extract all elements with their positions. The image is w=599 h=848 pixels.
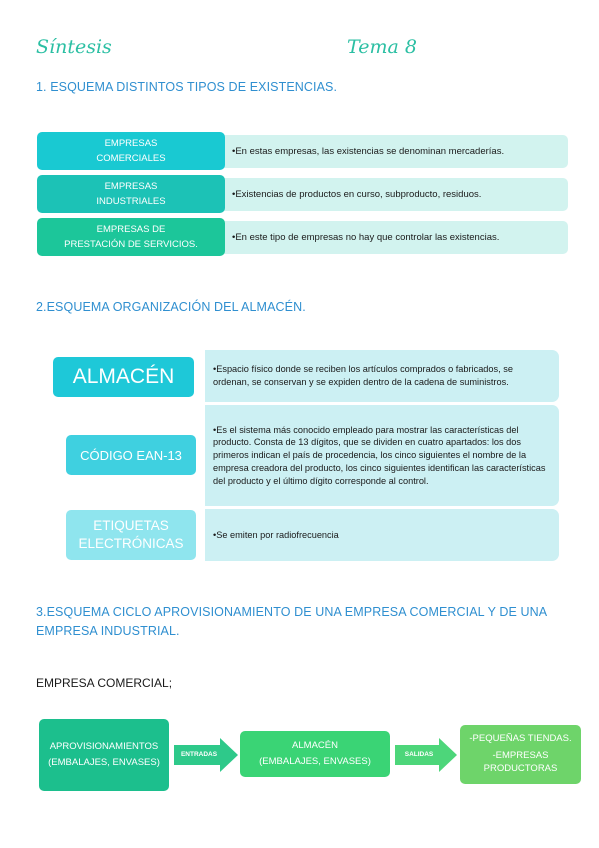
section2-desc-2 bbox=[205, 509, 559, 561]
section1-desc-text: • En este tipo de empresas no hay que controlar las existencias. bbox=[232, 232, 499, 243]
flow-box-line: ALMACÉN bbox=[292, 739, 338, 751]
section3-title bbox=[36, 603, 547, 641]
flow-box-line: (EMBALAJES, ENVASES) bbox=[259, 756, 371, 767]
flow-box-destinos bbox=[460, 725, 581, 784]
flow-box-line: -EMPRESAS bbox=[492, 750, 549, 762]
section2-desc-text: • Espacio físico donde se reciben los artículos comprados o fabricados, se ordenan, se conservan y se expiden dentro de la cadena de suministros. bbox=[213, 363, 549, 388]
section2-title: 2.ESQUEMA ORGANIZACIÓN DEL ALMACÉN. bbox=[36, 300, 306, 314]
section3-title-line2: EMPRESA INDUSTRIAL. bbox=[36, 623, 180, 638]
section3-title-line1: 3.ESQUEMA CICLO APROVISIONAMIENTO DE UNA EMPRESA COMERCIAL Y DE UNA bbox=[36, 605, 548, 619]
flow-box-line: PRODUCTORAS bbox=[483, 762, 558, 774]
section1-desc-text: • En estas empresas, las existencias se denominan mercaderías. bbox=[232, 146, 504, 157]
flow-box-aprovisionamientos bbox=[39, 719, 169, 791]
section2-label-almacen: ALMACÉN bbox=[53, 357, 194, 397]
section2-desc-text: • Es el sistema más conocido empleado para mostrar las características del producto. Consta de 13 dígitos, que se dividen en cuatro apartados: los dos primeros indican el país de procedencia, los cinco siguientes el nombre de la empresa creadora del producto, los cinco siguientes identifican las características del producto y el último dígito corresponde al control. bbox=[213, 424, 549, 487]
arrow-entradas-label: ENTRADAS bbox=[180, 751, 218, 758]
section1-desc-text: • Existencias de productos en curso, subproducto, residuos. bbox=[232, 189, 481, 200]
section1-label-1: EMPRESAS INDUSTRIALES bbox=[37, 175, 225, 213]
section2-label-etiquetas: ETIQUETAS ELECTRÓNICAS bbox=[66, 510, 196, 560]
section1-title: 1. ESQUEMA DISTINTOS TIPOS DE EXISTENCIAS. bbox=[36, 80, 338, 94]
section1-desc-1 bbox=[224, 178, 568, 211]
section2-label-ean13: CÓDIGO EAN-13 bbox=[66, 435, 196, 475]
flow-box-line: (EMBALAJES, ENVASES) bbox=[48, 757, 160, 768]
section1-label-0: EMPRESAS COMERCIALES bbox=[37, 132, 225, 170]
flow-box-line: -PEQUEÑAS TIENDAS. bbox=[469, 733, 572, 745]
header-left-title: Síntesis bbox=[36, 36, 112, 58]
section1-desc-2 bbox=[224, 221, 568, 254]
section2-desc-1 bbox=[205, 405, 559, 506]
flow-box-almacen bbox=[240, 731, 390, 777]
section2-desc-text: • Se emiten por radiofrecuencia bbox=[213, 529, 339, 542]
section1-desc-0 bbox=[224, 135, 568, 168]
header-right-title: Tema 8 bbox=[347, 36, 417, 58]
section3-subtitle: EMPRESA COMERCIAL; bbox=[36, 676, 173, 690]
flow-box-line: APROVISIONAMIENTOS bbox=[49, 740, 159, 752]
section1-label-2: EMPRESAS DE PRESTACIÓN DE SERVICIOS. bbox=[37, 218, 225, 256]
section2-desc-0 bbox=[205, 350, 559, 402]
arrow-salidas-label: SALIDAS bbox=[404, 751, 434, 758]
